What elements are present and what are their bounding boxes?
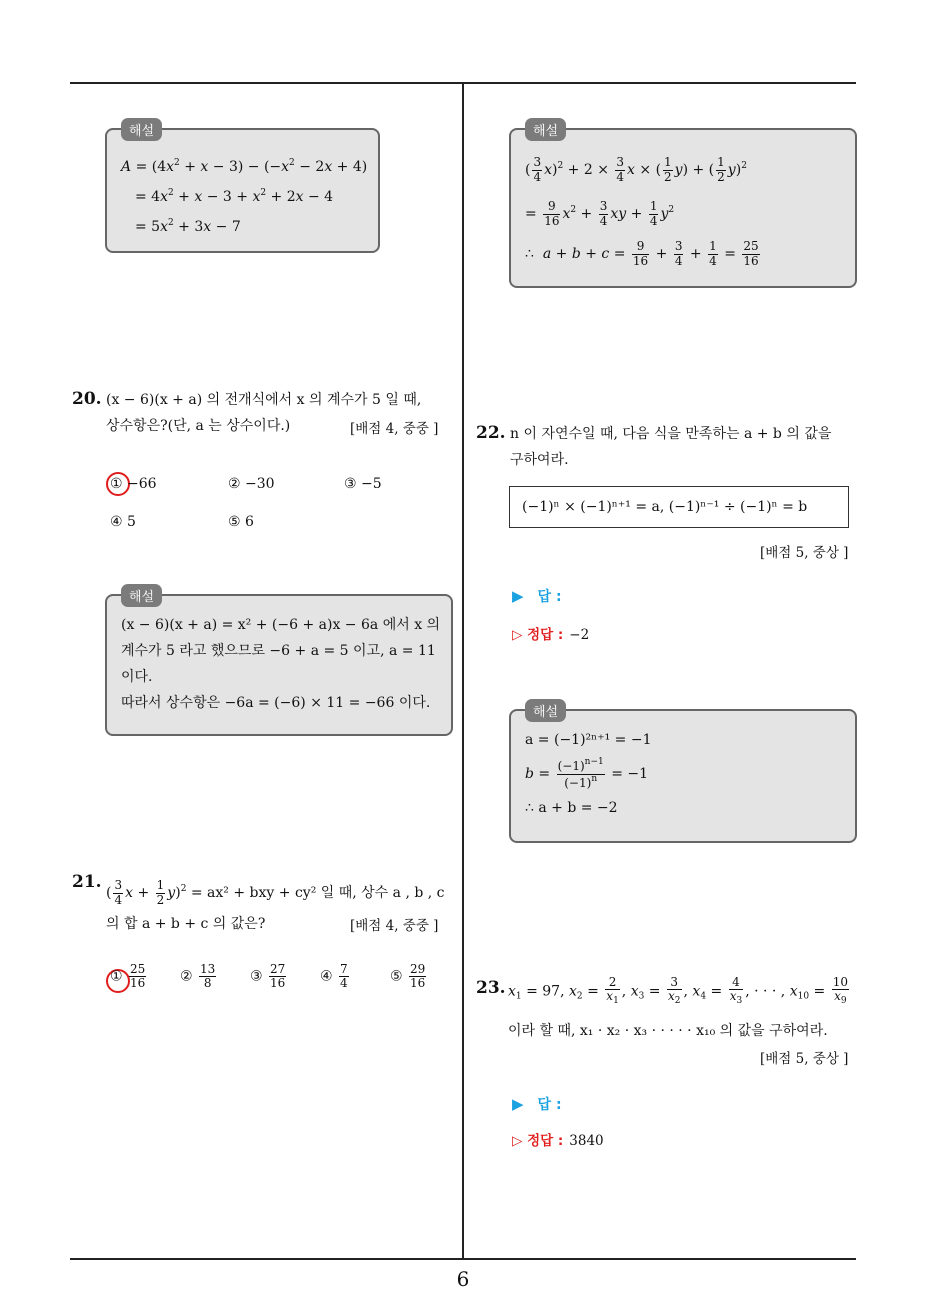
option-numerator: 13 bbox=[200, 962, 216, 976]
option-mark: ① bbox=[110, 968, 123, 985]
solution-box-21 bbox=[509, 124, 857, 288]
option-denominator: 16 bbox=[130, 976, 146, 991]
option-2[interactable]: ② −30 bbox=[228, 476, 275, 492]
solution-line: ( $\frac{3}{4}$ x)$^2$ + 2 × $\frac{3}{4}$ x × ( $\frac{1}{2}$ y) + ( $\frac{1}{2}$ y)$^2$ bbox=[525, 155, 747, 184]
option-numerator: 7 bbox=[340, 962, 348, 976]
solution-line: $A = (4x^2 + x - 3) - (-x^2 - 2x + 4)$ bbox=[121, 158, 368, 175]
question-text-23b bbox=[508, 1018, 828, 1044]
option-numerator: 25 bbox=[130, 962, 146, 976]
solution-tag: 해설 bbox=[525, 699, 566, 722]
points-21: [배점 4, 중중 ] bbox=[350, 918, 439, 934]
option-4[interactable] bbox=[320, 963, 351, 990]
page-number: 6 bbox=[456, 1267, 470, 1291]
option-5[interactable] bbox=[390, 963, 428, 990]
column-divider bbox=[462, 82, 464, 1259]
expression-box: (−1)ⁿ × (−1)ⁿ⁺¹ = a, (−1)ⁿ⁻¹ ÷ (−1)ⁿ = b bbox=[509, 486, 849, 528]
solution-line: ∴ a + b = −2 bbox=[525, 800, 618, 816]
solution-tag: 해설 bbox=[525, 118, 566, 141]
question-number-20: 20. bbox=[72, 389, 102, 409]
correct-answer bbox=[512, 623, 589, 643]
play-icon: ▶ bbox=[512, 587, 524, 605]
answer-label bbox=[512, 1094, 562, 1114]
solution-line: 계수가 5 라고 했으므로 −6 + a = 5 이고, a = 11 bbox=[121, 643, 436, 659]
solution-line: a = (−1)²ⁿ⁺¹ = −1 bbox=[525, 732, 652, 748]
question-text-23 bbox=[508, 976, 851, 1010]
points-22: [배점 5, 중상 ] bbox=[760, 545, 849, 561]
option-1[interactable] bbox=[110, 963, 148, 990]
option-denominator: 4 bbox=[340, 976, 348, 991]
correct-label-text: ▷ 정답 : bbox=[512, 1133, 564, 1149]
option-1[interactable]: ① −66 bbox=[110, 476, 157, 492]
question-line-tail: = ax² + bxy + cy² 일 때, 상수 a , b , c bbox=[190, 885, 445, 901]
option-mark: ② bbox=[180, 968, 193, 985]
question-line: (x − 6)(x + a) 의 전개식에서 x 의 계수가 5 일 때, bbox=[106, 392, 422, 408]
option-denominator: 8 bbox=[203, 976, 212, 991]
solution-box-22 bbox=[509, 705, 857, 843]
option-3[interactable] bbox=[250, 963, 288, 990]
option-mark: ④ bbox=[320, 968, 333, 985]
solution-line: (x − 6)(x + a) = x² + (−6 + a)x − 6a 에서 x 의 bbox=[121, 617, 441, 633]
solution-line: b = $\frac{(-1)^{n-1}}{(-1)^n}$ = −1 bbox=[525, 757, 649, 790]
option-3[interactable]: ③ −5 bbox=[344, 476, 382, 492]
question-text-21b bbox=[106, 911, 265, 937]
question-text-22 bbox=[510, 421, 860, 473]
question-number-22: 22. bbox=[476, 423, 506, 443]
option-2[interactable] bbox=[180, 963, 218, 990]
question-number-23: 23. bbox=[476, 978, 506, 998]
question-line: 구하여라. bbox=[510, 452, 569, 468]
question-line: 이라 할 때, x₁ · x₂ · x₃ · · · · · x₁₀ 의 값을 구하여라. bbox=[508, 1023, 828, 1039]
option-mark: ③ bbox=[250, 968, 263, 985]
question-line: 의 합 a + b + c 의 값은? bbox=[106, 916, 266, 932]
solution-line: = $4x^2 + x - 3 + x^2 + 2x - 4$ bbox=[135, 188, 334, 205]
play-icon: ▶ bbox=[512, 1095, 524, 1113]
option-numerator: 29 bbox=[410, 962, 426, 976]
option-numerator: 27 bbox=[270, 962, 286, 976]
answer-label-text: 답 : bbox=[537, 1097, 562, 1113]
correct-answer bbox=[512, 1129, 604, 1149]
solution-box-20 bbox=[105, 590, 453, 736]
solution-tag: 해설 bbox=[121, 118, 162, 141]
correct-value: 3840 bbox=[569, 1133, 604, 1149]
correct-value: −2 bbox=[569, 627, 590, 643]
question-line: n 이 자연수일 때, 다음 식을 만족하는 a + b 의 값을 bbox=[510, 426, 832, 442]
solution-tag: 해설 bbox=[121, 584, 162, 607]
option-4[interactable]: ④ 5 bbox=[110, 514, 136, 530]
points-20: [배점 4, 중중 ] bbox=[350, 421, 439, 437]
question-line: 상수항은?(단, a 는 상수이다.) bbox=[106, 418, 291, 434]
answer-label bbox=[512, 586, 562, 606]
option-5[interactable]: ⑤ 6 bbox=[228, 514, 254, 530]
solution-line: ∴ a + b + c = $\frac{9}{16}$ + $\frac{3}{4}$ + $\frac{1}{4}$ = $\frac{25}{16}$ bbox=[525, 239, 759, 268]
answer-label-text: 답 : bbox=[537, 589, 562, 605]
question-line: ( $\frac{3}{4}$ x + $\frac{1}{2}$ y)$^2$ = ax² + bxy + cy² 일 때, 상수 a , b , c bbox=[106, 878, 445, 907]
option-mark: ⑤ bbox=[390, 968, 403, 985]
solution-box-19 bbox=[105, 124, 380, 253]
option-denominator: 16 bbox=[270, 976, 286, 991]
question-number-21: 21. bbox=[72, 872, 102, 892]
question-line: $x_1 = 97$, $x_2$ = $\frac{2}{x_1}$ , $x_3$ = $\frac{3}{x_2}$ , $x_4$ = $\frac{4}{x_3}$ , · · · , $x_{10}$ = $\frac{10}{x_9}$ bbox=[508, 975, 848, 1007]
question-text-21 bbox=[106, 876, 456, 907]
correct-label-text: ▷ 정답 : bbox=[512, 627, 564, 643]
option-denominator: 16 bbox=[410, 976, 426, 991]
points-23: [배점 5, 중상 ] bbox=[760, 1051, 849, 1067]
bottom-rule bbox=[70, 1258, 856, 1260]
solution-line: = $\frac{9}{16}$ $x^2$ + $\frac{3}{4}$ xy + $\frac{1}{4}$ $y^2$ bbox=[525, 199, 675, 228]
solution-line: 이다. bbox=[121, 669, 153, 685]
solution-line: 따라서 상수항은 −6a = (−6) × 11 = −66 이다. bbox=[121, 695, 431, 711]
solution-line: = $5x^2 + 3x - 7$ bbox=[135, 218, 241, 235]
